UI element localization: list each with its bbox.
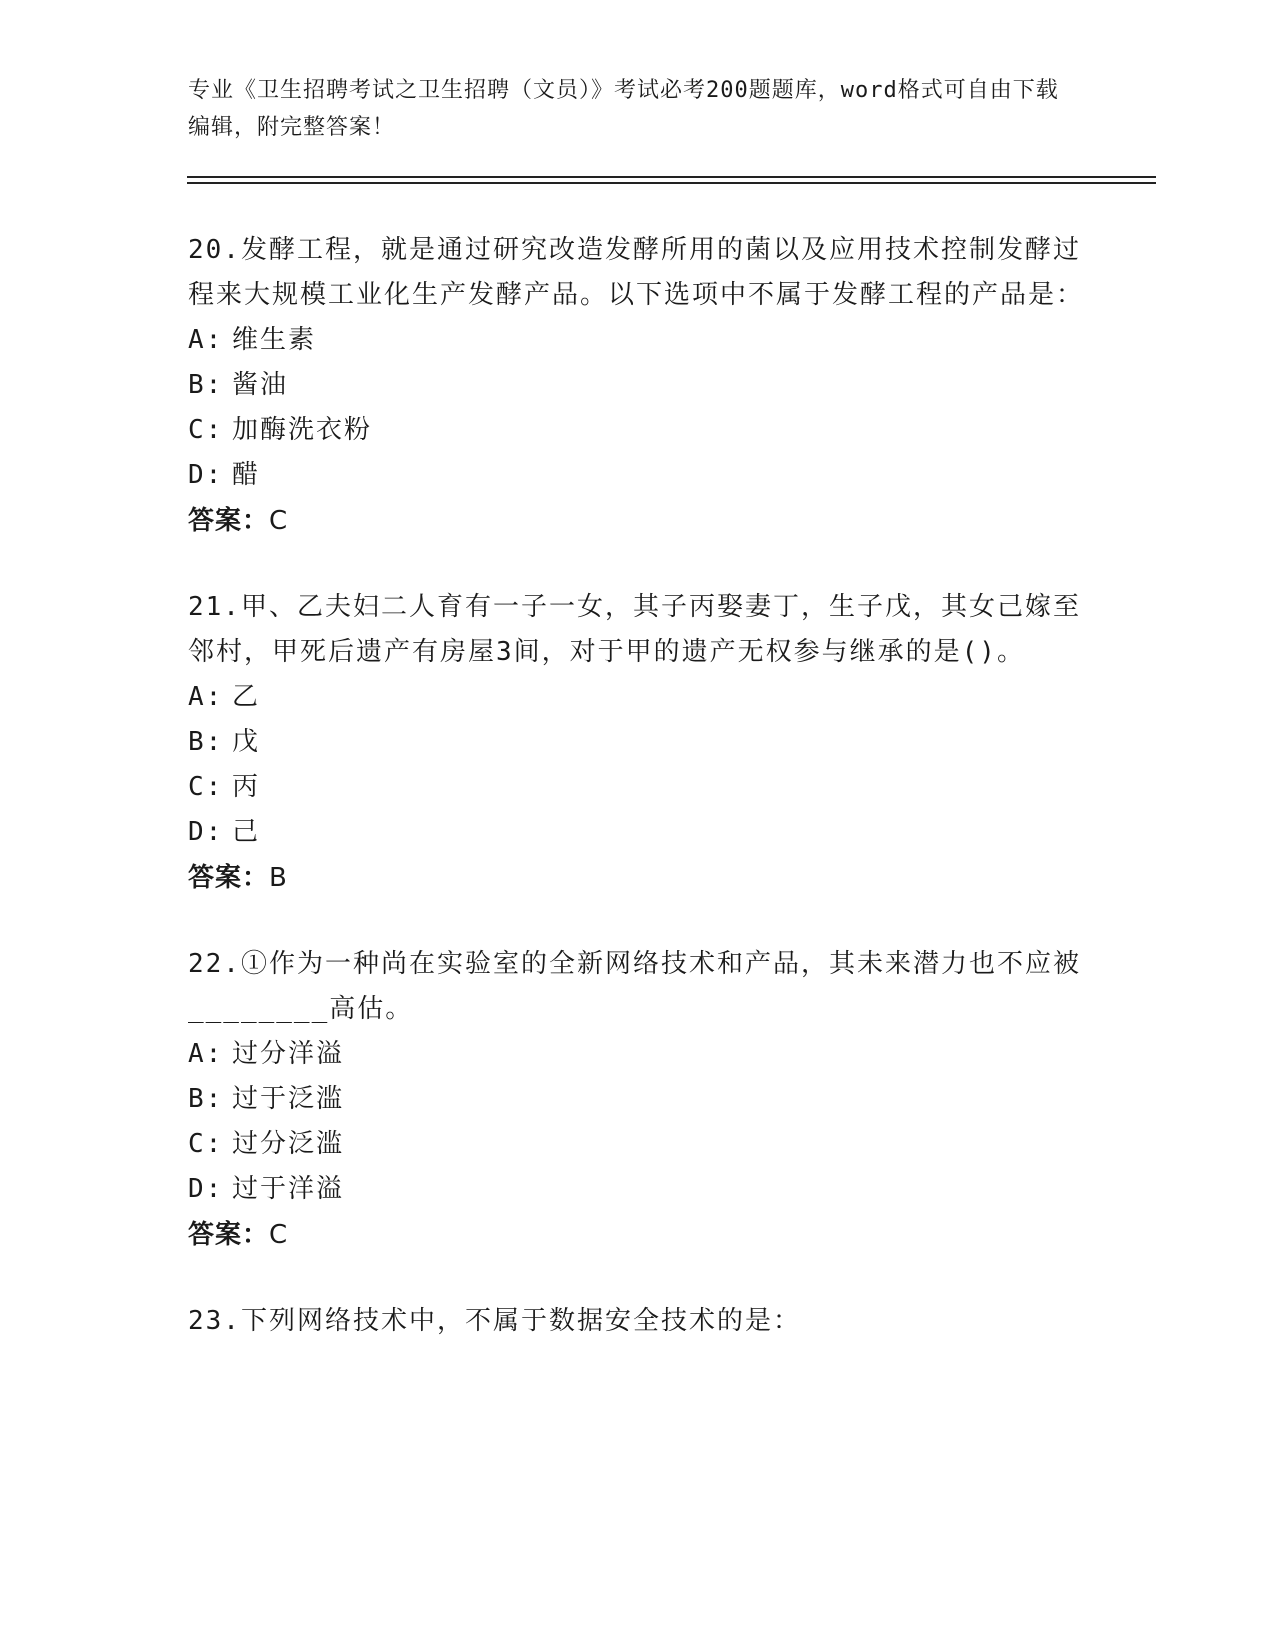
answer-label: 答案： <box>188 1220 270 1250</box>
answer-line <box>188 498 1088 545</box>
option-text: 醋 <box>232 460 261 490</box>
option-letter: D: <box>188 460 224 490</box>
option-letter: A: <box>188 682 224 712</box>
answer-label: 答案： <box>188 506 270 536</box>
option-b <box>188 1077 1088 1122</box>
option-letter: B: <box>188 1084 224 1114</box>
question-stem: 21.甲、乙夫妇二人育有一子一女，其子丙娶妻丁，生子戊，其女己嫁至邻村，甲死后遗产有房屋3间，对于甲的遗产无权参与继承的是()。 <box>188 592 1081 667</box>
answer-value: C <box>269 506 288 536</box>
answer-line <box>188 855 1088 902</box>
question-23 <box>188 1299 1088 1344</box>
option-text: 过分泛滥 <box>232 1129 345 1159</box>
question-21 <box>188 585 1088 902</box>
option-letter: C: <box>188 772 224 802</box>
option-d <box>188 810 1088 855</box>
document-header: 专业《卫生招聘考试之卫生招聘（文员）》考试必考200题题库，word格式可自由下载编辑，附完整答案！ <box>188 78 1059 140</box>
option-c <box>188 408 1088 453</box>
option-letter: C: <box>188 415 224 445</box>
answer-line <box>188 1212 1088 1259</box>
option-text: 过分洋溢 <box>232 1039 345 1069</box>
answer-value: C <box>269 1220 288 1250</box>
option-text: 维生素 <box>232 325 317 355</box>
option-text: 酱油 <box>232 370 289 400</box>
option-c <box>188 765 1088 810</box>
answer-value: B <box>269 863 287 893</box>
option-d <box>188 1167 1088 1212</box>
option-c <box>188 1122 1088 1167</box>
option-letter: C: <box>188 1129 224 1159</box>
option-text: 戊 <box>232 727 261 757</box>
question-list <box>188 228 1088 1384</box>
option-letter: A: <box>188 325 224 355</box>
option-letter: B: <box>188 727 224 757</box>
answer-label: 答案： <box>188 863 270 893</box>
option-text: 过于洋溢 <box>232 1174 345 1204</box>
option-letter: D: <box>188 1174 224 1204</box>
question-stem: 20.发酵工程，就是通过研究改造发酵所用的菌以及应用技术控制发酵过程来大规模工业化生产发酵产品。以下选项中不属于发酵工程的产品是： <box>188 235 1085 310</box>
option-a <box>188 675 1088 720</box>
option-d <box>188 453 1088 498</box>
option-a <box>188 318 1088 363</box>
question-22 <box>188 942 1088 1259</box>
option-letter: D: <box>188 817 224 847</box>
option-text: 己 <box>232 817 261 847</box>
option-a <box>188 1032 1088 1077</box>
header-divider-top <box>187 176 1156 178</box>
option-text: 乙 <box>232 682 261 712</box>
option-text: 丙 <box>232 772 261 802</box>
question-20 <box>188 228 1088 545</box>
option-letter: B: <box>188 370 224 400</box>
option-letter: A: <box>188 1039 224 1069</box>
header-divider-bottom <box>187 182 1156 184</box>
question-stem: 23.下列网络技术中，不属于数据安全技术的是： <box>188 1306 801 1336</box>
option-text: 加酶洗衣粉 <box>232 415 373 445</box>
option-text: 过于泛滥 <box>232 1084 345 1114</box>
option-b <box>188 720 1088 765</box>
option-b <box>188 363 1088 408</box>
question-stem: 22.①作为一种尚在实验室的全新网络技术和产品，其未来潜力也不应被________高估。 <box>188 949 1081 1024</box>
